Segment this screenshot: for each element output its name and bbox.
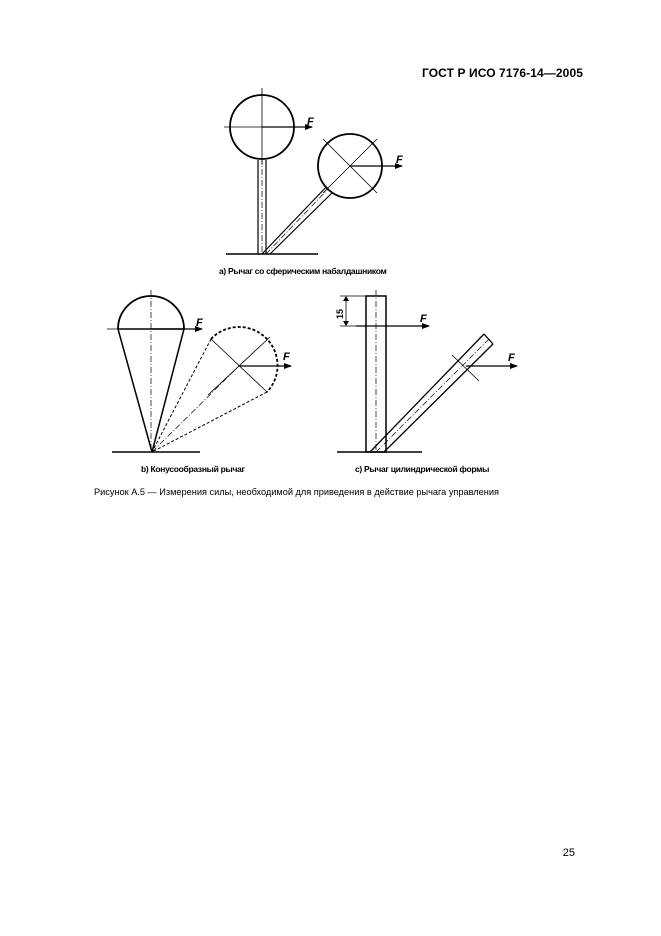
figure-a-force-label-2: F xyxy=(396,154,403,166)
figure-b-tilted-cone xyxy=(211,327,278,392)
figure-b-force-label-1: F xyxy=(196,317,203,329)
figure-b-force-label-2: F xyxy=(283,351,290,363)
figure-b-drawing xyxy=(107,290,291,452)
figure-a-tilted-lever xyxy=(262,183,330,254)
document-header: ГОСТ Р ИСО 7176-14—2005 xyxy=(421,66,583,80)
figure-a-force-label-1: F xyxy=(307,116,314,128)
figure-c-drawing xyxy=(337,290,517,452)
figure-c-tilted-cylinder xyxy=(370,334,484,452)
figure-a-caption: a) Рычаг со сферическим набалдашником xyxy=(219,266,387,276)
figure-c-force-label-1: F xyxy=(420,313,427,325)
figure-b-caption: b) Конусообразный рычаг xyxy=(141,464,245,474)
figure-c-dimension-label: 15 xyxy=(335,308,345,319)
figure-a-drawing xyxy=(224,88,402,254)
figure-caption: Рисунок А.5 — Измерения силы, необходимой для приведения в действие рычага управления xyxy=(94,487,499,497)
page-number: 25 xyxy=(562,847,575,859)
figure-c-force-label-2: F xyxy=(508,352,515,364)
figure-c-vertical-cylinder xyxy=(366,296,386,452)
figure-c-caption: c) Рычаг цилиндрической формы xyxy=(355,464,490,474)
